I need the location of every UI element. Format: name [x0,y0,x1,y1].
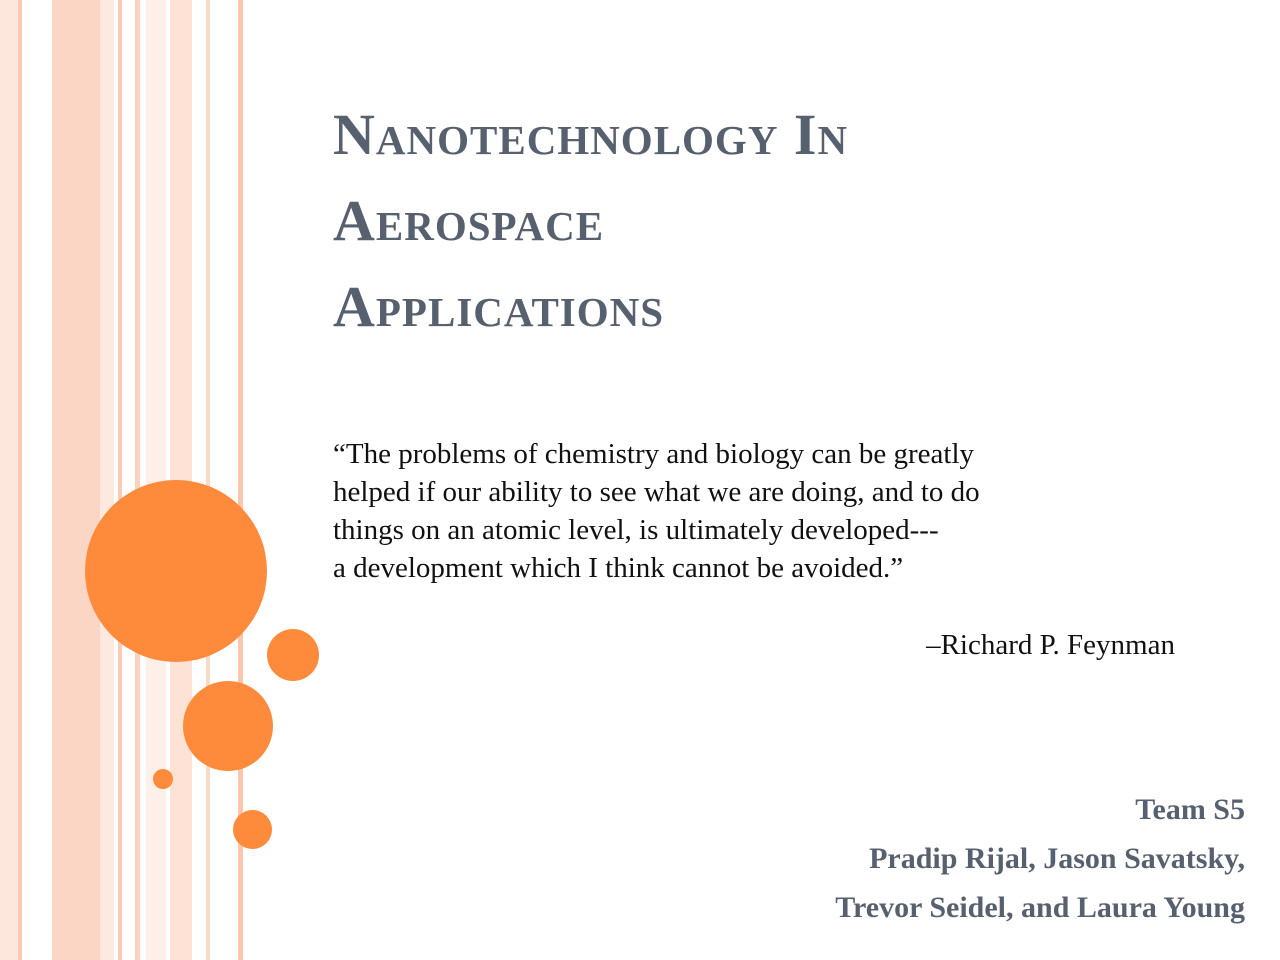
team-name: Team S5 [1135,793,1245,826]
title-line: Applications [333,274,665,339]
title-line: Aerospace [333,188,605,253]
circle [267,629,319,681]
decorative-stripes [0,0,260,960]
stripe [100,0,114,960]
team-credits [345,785,1245,932]
quote-attribution: –Richard P. Feynman [926,629,1175,661]
stripe [135,0,140,960]
circle [183,681,273,771]
stripe [52,0,100,960]
team-members-line: Trevor Seidel, and Laura Young [835,891,1245,924]
quote-line: helped if our ability to see what we are doing, and to do [333,476,980,508]
small-circle [153,769,173,789]
quote-line: a development which I think cannot be avoided.” [333,552,904,584]
slide-title [333,92,1233,350]
quote-line: things on an atomic level, is ultimately developed--- [333,514,939,546]
quote [333,435,1213,587]
title-line: Nanotechnology In [333,102,849,167]
large-circle [85,480,267,662]
quote-line: “The problems of chemistry and biology can be greatly [333,438,975,470]
stripe [118,0,122,960]
stripe [0,0,18,960]
stripe [206,0,210,960]
circle [233,810,272,849]
team-members-line: Pradip Rijal, Jason Savatsky, [869,842,1245,875]
stripe [18,0,22,960]
